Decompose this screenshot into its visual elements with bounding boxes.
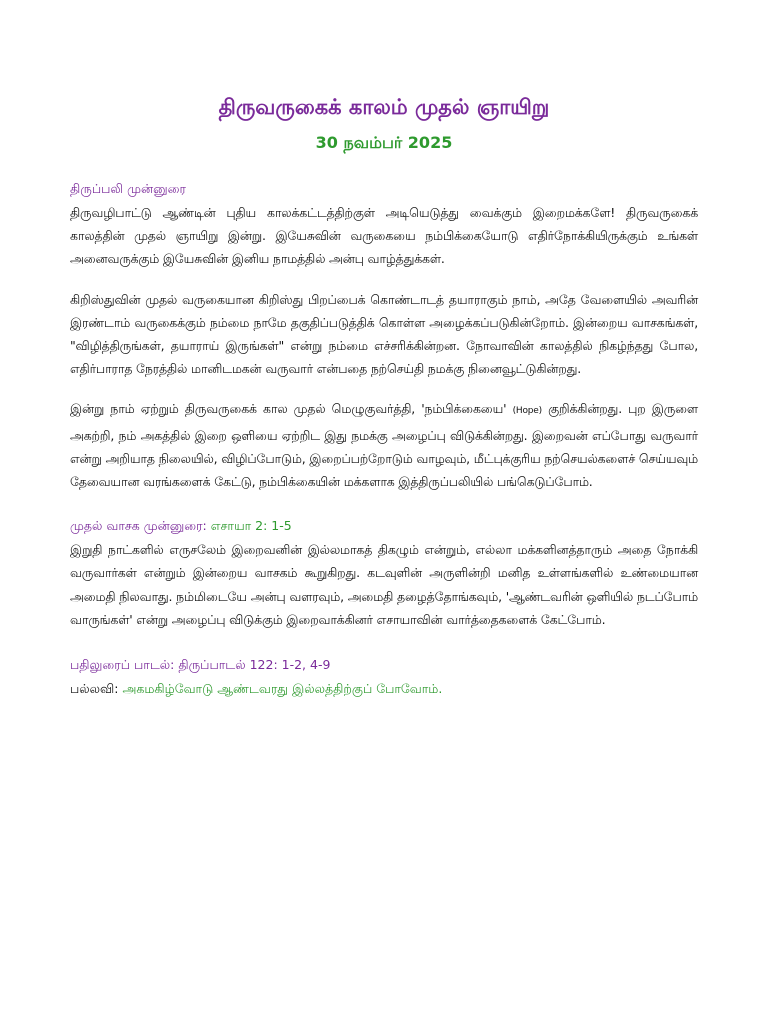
intro-paragraph-3-part-1: இன்று நாம் ஏற்றும் திருவருகைக் கால முதல் மெழுகுவர்த்தி, 'நம்பிக்கையை' (70, 401, 513, 417)
first-reading-label: முதல் வாசக முன்னுரை: (70, 518, 211, 534)
intro-section (70, 177, 698, 493)
psalm-label: பதிலுரைப் பாடல்: (70, 657, 179, 673)
first-reading-reference: எசாயா 2: 1-5 (210, 518, 292, 534)
refrain-text: அகமகிழ்வோடு ஆண்டவரது இல்லத்திற்குப் போவோம். (122, 681, 443, 697)
psalm-reference: திருப்பாடல் 122: 1-2, 4-9 (178, 657, 331, 673)
document-page (70, 92, 698, 701)
page-title: திருவருகைக் காலம் முதல் ஞாயிறு (218, 95, 550, 119)
first-reading-section (70, 514, 698, 631)
intro-paragraph-3-part-2: குறிக்கின்றது. புற இருளை அகற்றி, நம் அகத்தில் இறை ஒளியை ஏற்றிட இது நமக்கு அழைப்பு விடுக்கின்றது. இறைவன் எப்போது வருவார் என்று அறியாத நிலையில், விழிப்போடும், இறைப்பற்றோடும் வாழவும், மீட்புக்குரிய நற்செயல்களைச் செய்யவும் தேவையான வரங்களைக் கேட்டு, நம்பிக்கையின் மக்களாக இத்திருப்பலியில் பங்கெடுப்போம். (70, 401, 698, 490)
psalm-section (70, 653, 698, 701)
page-date: 30 நவம்பர் 2025 (315, 133, 453, 152)
psalm-heading (70, 653, 698, 677)
intro-paragraph-2: கிறிஸ்துவின் முதல் வருகையான கிறிஸ்து பிறப்பைக் கொண்டாடத் தயாராகும் நாம், அதே வேளையில் அவரின் இரண்டாம் வருகைக்கும் நம்மை நாமே தகுதிப்படுத்திக் கொள்ள அழைக்கப்படுகின்றோம். இன்றைய வாசகங்கள், "விழித்திருங்கள், தயாராய் இருங்கள்" என்று நம்மை எச்சரிக்கின்றன. நோவாவின் காலத்தில் நிகழ்ந்தது போல, எதிர்பாராத நேரத்தில் மானிடமகன் வருவார் என்பதை நற்செய்தி நமக்கு நினைவூட்டுகின்றது. (70, 291, 698, 377)
hope-note: (Hope) (512, 406, 542, 417)
first-reading-heading (70, 514, 698, 538)
intro-paragraph-3 (70, 397, 698, 493)
refrain-label: பல்லவி: (70, 681, 123, 697)
psalm-refrain (70, 677, 698, 701)
intro-heading: திருப்பலி முன்னுரை (70, 181, 186, 196)
first-reading-paragraph: இறுதி நாட்களில் எருசலேம் இறைவனின் இல்லமாகத் திகழும் என்றும், எல்லா மக்களினத்தாரும் அதை நோக்கி வருவார்கள் என்றும் இன்றைய வாசகம் கூறுகிறது. கடவுளின் அருளின்றி மனித உள்ளங்களில் உண்மையான அமைதி நிலவாது. நம்மிடையே அன்பு வளரவும், அமைதி தழைத்தோங்கவும், 'ஆண்டவரின் ஒளியில் நடப்போம் வாருங்கள்' என்று அழைப்பு விடுக்கும் இறைவாக்கினர் எசாயாவின் வார்த்தைகளைக் கேட்போம். (70, 542, 698, 627)
intro-paragraph-1: திருவழிபாட்டு ஆண்டின் புதிய காலக்கட்டத்திற்குள் அடியெடுத்து வைக்கும் இறைமக்களே! திருவருகைக் காலத்தின் முதல் ஞாயிறு இன்று. இயேசுவின் வருகையை நம்பிக்கையோடு எதிர்நோக்கியிருக்கும் உங்கள் அனைவருக்கும் இயேசுவின் இனிய நாமத்தில் அன்பு வாழ்த்துக்கள். (70, 205, 698, 267)
